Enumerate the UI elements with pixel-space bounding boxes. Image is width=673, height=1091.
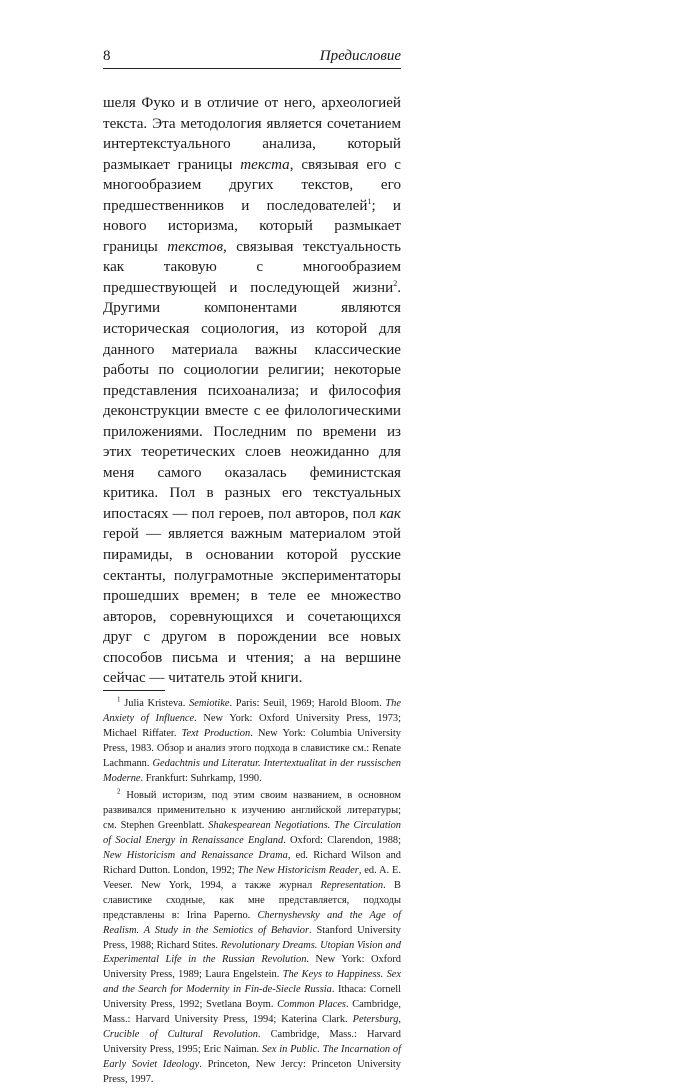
emphasis: текстов <box>167 238 224 255</box>
emphasis: текста <box>240 156 290 173</box>
running-title: Предисловие <box>319 48 401 64</box>
footnote-separator <box>103 690 165 691</box>
running-header <box>103 48 401 69</box>
footnotes <box>103 697 401 1091</box>
emphasis: как <box>379 505 401 522</box>
footnote-1: $^1$ Julia Kristeva. Semiotike. Paris: Seuil, 1969; Harold Bloom. The Anxiety of Influence. New York: Oxford University Press, 1973; Michael Riffater. Text Production. New York: Columbia University Press, 1983. Обзор и анализ этого подхода в славистике см.: Renate Lachmann. Gedachtnis und Literatur. Intertextualitat in der russischen Moderne. Frankfurt: Suhrkamp, 1990. <box>103 695 402 784</box>
footnote-marker-2[interactable]: 2 <box>393 278 398 288</box>
body-paragraph: шеля Фуко и в отличие от него, археологией текста. Эта методология является сочетанием интертекстуального анализа, который размыкает границы текста, связывая его с многообразием других текстов, его предшественников и последователей$^1$; и нового историзма, который размыкает границы текстов, связывая текстуальность как таковую с многообразием предшествующей и последующей жизни$^2$. Другими компонентами являются историческая социология, из которой для данного материала важны классические работы по социологии религии; некоторые представления психоанализа; и философия деконструкции вместе с ее филологическими приложениями. Последним по времени из этих теоретических слоев неожиданно для меня самого оказалась феминистская критика. Пол в разных его текстуальных ипостасях — пол героев, пол авторов, пол как герой — является важным материалом этой пирамиды, в основании которой русские сектанты, полуграмотные экспериментаторы прошедших времен; в теле ее множество авторов, соревнующихся и сочетающихся друг с другом в порождении все новых способов письма и чтения; а на вершине сейчас — читатель этой книги. <box>103 95 402 687</box>
page-number: 8 <box>103 48 111 64</box>
footnote-2: $^2$ Новый историзм, под этим своим названием, в основном развивался применительно к изучению английской литературы; см. Stephen Greenblatt. Shakespearean Negotiations. The Circulation of Social Energy in Renaissance England. Oxford: Clarendon, 1988; New Historicism and Renaissance Drama, ed. Richard Wilson and Richard Dutton. London, 1992; The New Historicism Reader, ed. A. E. Veeser. New York, 1994, а также журнал Representation. В славистике сходные, как мне представляется, подходы представлены в: Irina Paperno. Chernyshevsky and the Age of Realism. A Study in the Semiotics of Behavior. Stanford University Press, 1988; Richard Stites. Revolutionary Dreams. Utopian Vision and Experimental Life in the Russian Revolution. New York: Oxford University Press, 1989; Laura Engelstein. The Keys to Happiness. Sex and the Search for Modernity in Fin-de-Siecle Russia. Ithaca: Cornell University Press, 1992; Svetlana Boym. Common Places. Cambridge, Mass.: Harvard University Press, 1994; Katerina Clark. Petersburg, Crucible of Cultural Revolution. Cambridge, Mass.: Harvard University Press, 1995; Eric Naiman. Sex in Public. The Incarnation of Early Soviet Ideology. Princeton, New Jercy: Princeton University Press, 1997. <box>103 787 401 1085</box>
footnote-number: 1 <box>117 695 121 704</box>
footnote-number: 2 <box>117 787 121 796</box>
footnote-marker-1[interactable]: 1 <box>367 196 372 206</box>
main-text <box>103 93 401 689</box>
